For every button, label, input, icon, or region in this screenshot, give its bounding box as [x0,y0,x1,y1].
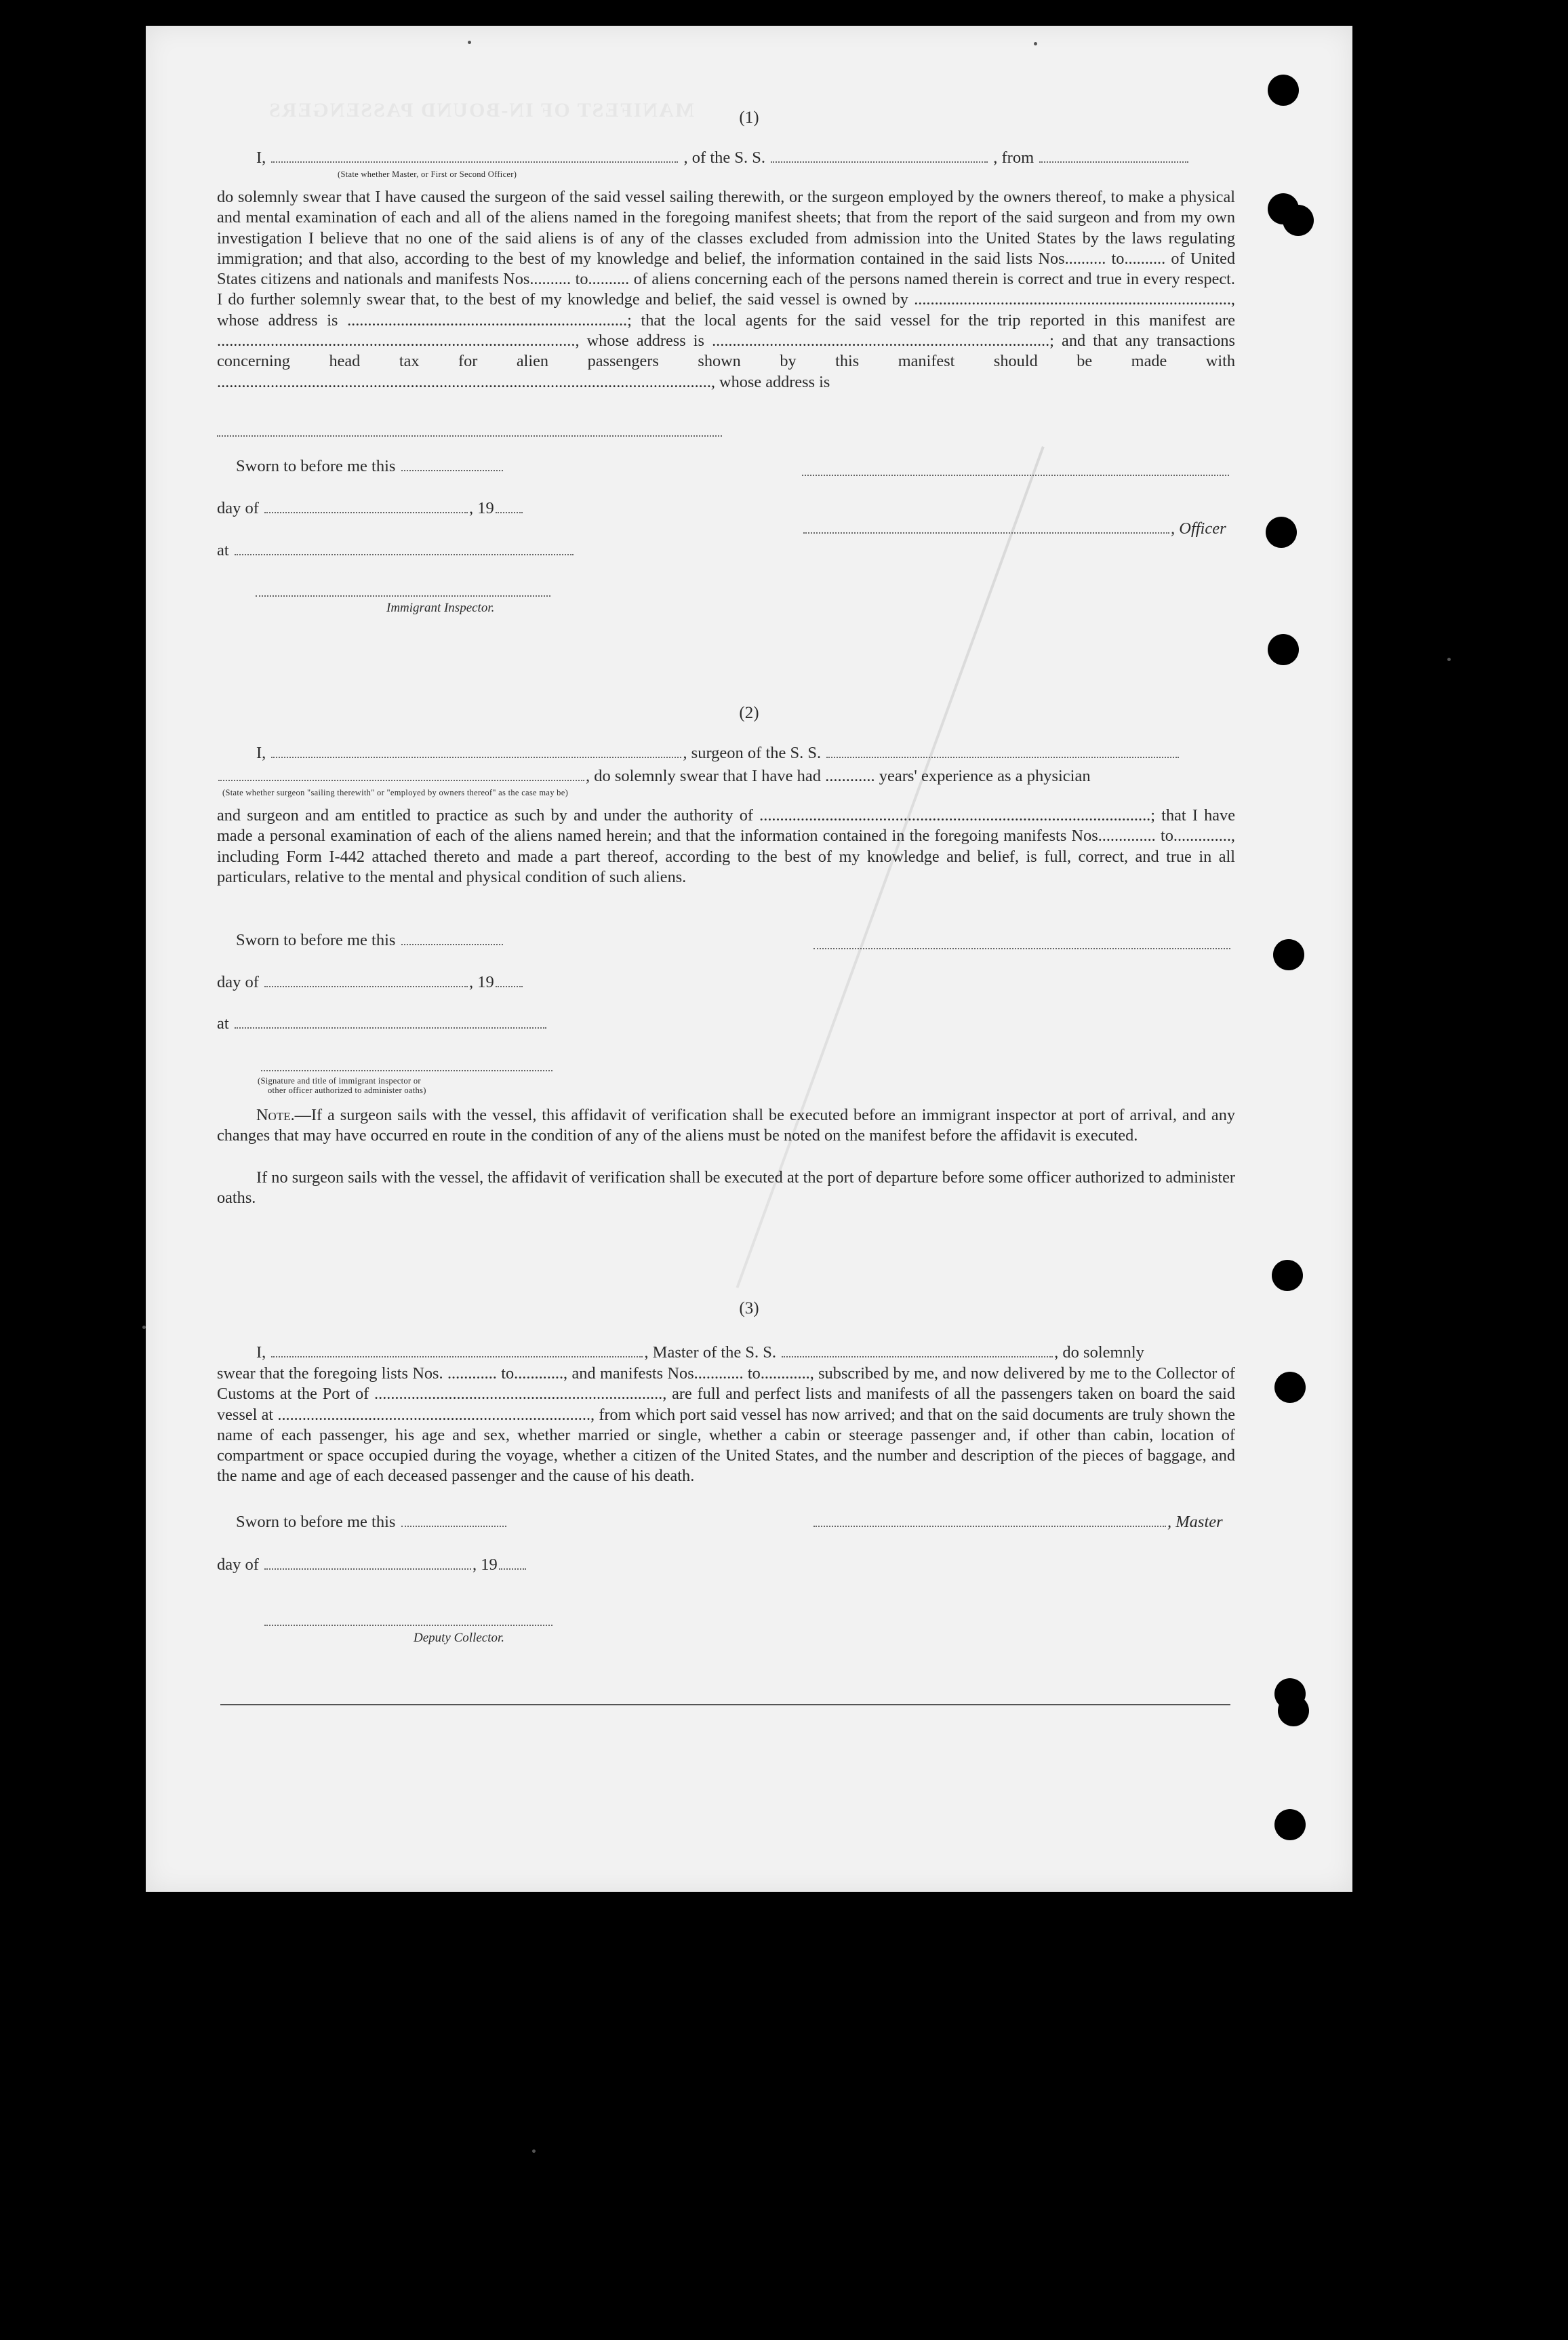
immigrant-inspector-label: Immigrant Inspector. [386,601,495,615]
binding-hole [1268,634,1299,665]
note-text: —If a surgeon sails with the vessel, this affidavit of verification shall be executed before an immigrant inspector at port of arrival, and any changes that may have occurred en route in the condition of any of the aliens must be noted on the manifest before the affidavit is executed. [217,1106,1235,1145]
inspector-signature-line [256,595,550,597]
section-1-number: (1) [739,108,759,127]
section-2-paragraph: and surgeon and am entitled to practice as such by and under the authority of ...............................................................................................; that I have made a personal examination of each of the aliens named herein; and that the information contained in the foregoing manifests Nos.............. to.............., including Form I-442 attached thereto and made a part thereof, according to the best of my knowledge and belief, is full, correct, and true in all particulars, relative to the mental and physical condition of such aliens. [217,806,1235,886]
day-blank-2 [264,985,468,987]
surgeon-name-blank [271,756,681,758]
section-1-paragraph: do solemnly swear that I have caused the surgeon of the said vessel sailing therewith, or the surgeon employed by the owners thereof, to make a physical and mental examination of each and all of the aliens named in the foregoing manifest sheets; that from the report of the said surgeon and from my own investigation I believe that no one of the said aliens is of any of the classes excluded from admission into the United States by the laws regulating immigration; and that also, according to the best of my knowledge and belief, the information contained in the said lists Nos.......... to.......... of United States citizens and nationals and manifests Nos.......... to.......... of aliens concerning each of the persons named therein is correct and true in every respect. I do further solemnly swear that, to the best of my knowledge and belief, the said vessel is owned by ............................................................................., whose address is ....................................................................; that the local agents for the said vessel for the trip reported in this manifest are ......................................................................................., whose address is ..................................................................................; and that any transactions concerning head tax for alien passengers shown by this manifest should be made with ........................................................................................................................, whose address is [217,188,1235,391]
note-label: Note. [256,1106,295,1124]
master-signature-blank [813,1525,1166,1527]
section-1-sworn: Sworn to before me this [236,456,504,477]
binding-hole [1283,205,1314,236]
section-2-sworn: Sworn to before me this [236,930,504,951]
section-2-note [217,1105,1235,1147]
binding-hole [1278,1695,1309,1726]
surgeon-status-blank [218,779,584,781]
section-2-line-1: I, , surgeon of the S. S. [256,743,1180,764]
section-3-paragraph: swear that the foregoing lists Nos. ............ to............, and manifests Nos............ to............, subscribed by me, and now delivered by me to the Collector of Customs at the Port of ......................................................................, are full and perfect lists and manifests of all the passengers taken on board the said vessel at ............................................................................, from which port said vessel has now arrived; and that on the said documents are truly shown the name of each passenger, his age and sex, whether married or single, whether a cabin or steerage passenger and, if other than cabin, location of compartment or space occupied during the voyage, whether a citizen of the United States, and the number and description of the pieces of baggage, and the name and age of each deceased passenger and the cause of his death. [217,1364,1235,1486]
section-3-sworn: Sworn to before me this [236,1512,508,1532]
scan-speck [1034,42,1037,45]
scan-speck [1447,658,1451,661]
bleed-through-header: MANIFEST OF IN-BOUND PASSENGERS [268,99,695,121]
footer-rule [220,1704,1230,1705]
section-2-at: at [217,1014,548,1034]
binding-hole [1273,939,1304,970]
collector-signature-line [264,1625,552,1626]
section-1-at: at [217,540,575,561]
section-1-of-ss: , of the S. S. [683,148,766,167]
day-blank-3 [264,1568,471,1570]
year-blank-2 [496,985,523,987]
vessel-name-blank [771,161,988,163]
section-1-day: day of , 19 [217,498,524,519]
deputy-collector-label: Deputy Collector. [414,1631,505,1645]
at-blank-2 [235,1027,546,1029]
section-2-line-2: , do solemnly swear that I have had ............ years' experience as a physician [217,766,1091,787]
section-3-line-1: I, , Master of the S. S. , do solemnly [256,1343,1144,1362]
scan-speck [468,41,471,44]
from-port-blank [1039,161,1188,163]
section-2-signature-note-2: other officer authorized to administer oaths) [268,1086,426,1095]
signature-line-1 [802,475,1229,476]
surgeon-vessel-blank [826,756,1179,758]
at-blank-1 [235,553,574,555]
scan-speck [142,1326,146,1329]
section-1-i: I, [256,148,266,167]
binding-hole [1268,75,1299,106]
year-blank-1 [496,511,523,513]
binding-hole [1272,1260,1303,1291]
sworn-date-blank-3 [401,1525,506,1527]
document-page [146,26,1352,1892]
master-name-blank [271,161,678,163]
section-3-day: day of , 19 [217,1555,527,1575]
section-2-note-2: If no surgeon sails with the vessel, the affidavit of verification shall be executed at the port of departure before some officer authorized to administer oaths. [217,1168,1235,1208]
section-2-signature-line [261,1070,552,1071]
section-3-vessel-blank [782,1355,1053,1357]
section-3-master-blank [271,1355,643,1357]
section-1-address-line [217,435,722,437]
section-2-day: day of , 19 [217,972,524,993]
scan-speck [532,2149,536,2153]
section-2-signature-note-1: (Signature and title of immigrant inspector or [258,1076,421,1086]
section-1-officer-line: , Officer [802,519,1226,539]
section-3-master-line: , Master [812,1512,1223,1532]
year-blank-3 [499,1568,526,1570]
section-1-master-note: (State whether Master, or First or Second Officer) [338,170,517,179]
sworn-date-blank-1 [401,469,503,471]
section-1-from: , from [993,148,1034,167]
sworn-date-blank-2 [401,943,503,945]
binding-hole [1266,517,1297,548]
day-blank-1 [264,511,468,513]
section-2-surgeon-note: (State whether surgeon "sailing therewith" or "employed by owners thereof" as the case may be) [222,788,569,797]
binding-hole [1274,1809,1306,1840]
signature-line-2 [813,948,1230,949]
section-1-line-1 [256,148,1205,168]
binding-hole [1274,1372,1306,1403]
officer-signature-blank [803,532,1169,534]
section-3-number: (3) [739,1299,759,1317]
section-2-number: (2) [739,704,759,722]
